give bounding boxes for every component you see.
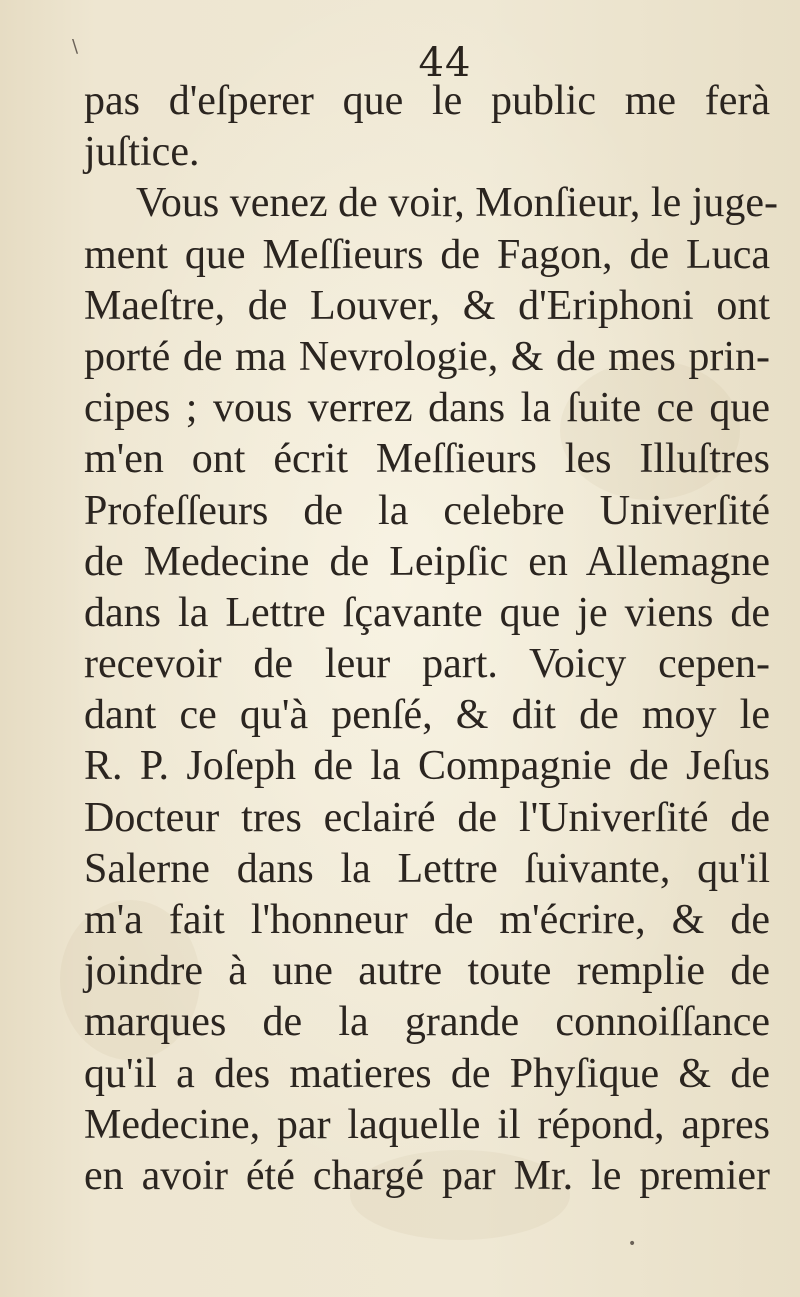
text-line: Salerne dans la Lettre ſuivante, qu'il: [84, 845, 770, 892]
text-line: juſtice.: [84, 129, 200, 176]
text-line: dans la Lettre ſçavante que je viens de: [84, 589, 770, 636]
text-line: Docteur tres eclairé de l'Univerſité de: [84, 794, 770, 841]
text-line: Medecine, par laquelle il répond, apres: [84, 1101, 770, 1148]
text-line: R. P. Joſeph de la Compagnie de Jeſus: [84, 743, 770, 790]
text-line: dant ce qu'à penſé, & dit de moy le: [84, 692, 770, 739]
text-line: cipes ; vous verrez dans la ſuite ce que: [84, 385, 770, 432]
text-line: m'a fait l'honneur de m'écrire, & de: [84, 897, 770, 943]
text-line: ment que Meſſieurs de Fagon, de Luca: [84, 231, 770, 278]
text-line: recevoir de leur part. Voicy cepen-: [84, 641, 770, 688]
text-line: joindre à une autre toute remplie de: [84, 948, 770, 995]
body-text: [84, 76, 779, 1202]
ink-speck: •: [628, 1236, 637, 1252]
text-line: Vous venez de voir, Monſieur, le juge-: [136, 180, 779, 227]
text-line: pas d'eſperer que le public me ferà: [84, 78, 770, 124]
page-number: 44: [418, 40, 472, 86]
text-line: Maeſtre, de Louver, & d'Eriphoni ont: [84, 282, 770, 329]
text-line: marques de la grande connoiſſance: [84, 999, 770, 1046]
text-line: porté de ma Nevrologie, & de mes prin-: [84, 333, 770, 380]
text-line: de Medecine de Leipſic en Allemagne: [84, 538, 770, 585]
text-line: en avoir été chargé par Mr. le premier: [84, 1152, 770, 1199]
ink-speck: \: [72, 36, 79, 57]
text-line: qu'il a des matieres de Phyſique & de: [84, 1050, 770, 1097]
text-line: m'en ont écrit Meſſieurs les Illuſtres: [84, 436, 770, 483]
text-line: Profeſſeurs de la celebre Univerſité: [84, 487, 770, 534]
